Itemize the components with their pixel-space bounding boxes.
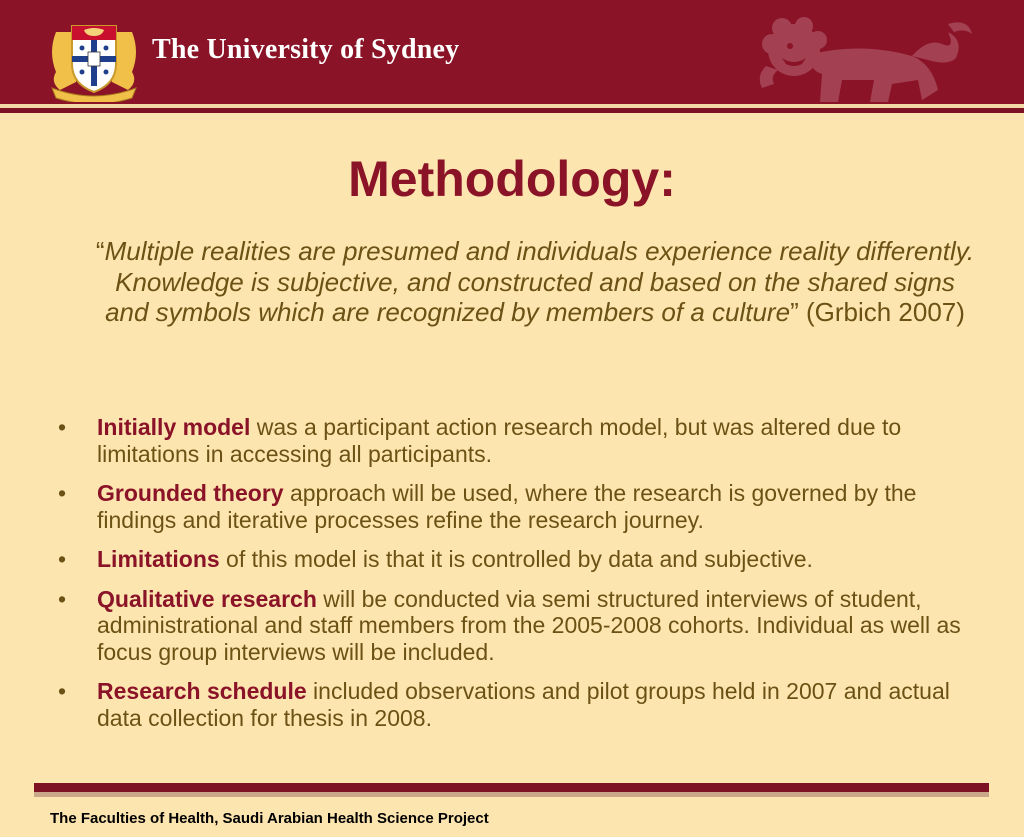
bullet-text: will be conducted via semi structured interviews of student, administrational and staff members from the 2005-2008 cohorts. Individual as well as focus group interviews will be included.	[97, 585, 961, 665]
bullet-list	[56, 414, 966, 744]
bullet-marker: •	[58, 546, 67, 572]
bullet-marker: •	[58, 480, 67, 506]
footer-divider	[34, 783, 989, 797]
quote-citation: (Grbich 2007)	[798, 297, 965, 327]
bullet-text: approach will be used, where the research is governed by the findings and iterative processes refine the research journey.	[97, 480, 917, 533]
university-name: The University of Sydney	[152, 34, 460, 65]
bullet-marker: •	[58, 414, 67, 440]
bullet-lead: Grounded theory	[97, 480, 284, 506]
bullet-lead: Limitations	[97, 546, 220, 572]
university-crest-icon	[46, 12, 142, 102]
quote-open-mark: “	[95, 236, 105, 266]
footer-text: The Faculties of Health, Saudi Arabian Health Science Project	[50, 810, 489, 827]
bullet-text: of this model is that it is controlled by data and subjective.	[219, 546, 813, 572]
bullet-item	[56, 546, 966, 573]
bullet-text: included observations and pilot groups held in 2007 and actual data collection for thesis in 2008.	[97, 678, 950, 731]
slide-title: Methodology:	[348, 151, 676, 207]
lion-emblem-icon	[742, 14, 982, 104]
bullet-lead: Qualitative research	[97, 585, 317, 612]
quote-close-mark: ”	[790, 297, 799, 327]
bullet-lead: Initially model	[97, 414, 251, 440]
bullet-marker: •	[58, 678, 67, 704]
methodology-quote	[92, 236, 978, 328]
bullet-lead: Research schedule	[97, 678, 307, 704]
bullet-item	[56, 480, 966, 533]
bullet-item	[56, 414, 966, 467]
bullet-marker: •	[58, 585, 67, 612]
quote-text: Multiple realities are presumed and individuals experience reality differently. Knowledge is subjective, and constructed and based on the shared signs and symbols which are recognized by members of a culture	[104, 236, 975, 327]
bullet-item	[56, 586, 966, 666]
bullet-item	[56, 678, 966, 731]
header-banner	[0, 0, 1024, 104]
bullet-text: was a participant action research model, but was altered due to limitations in accessing all participants.	[97, 414, 902, 467]
header-divider	[0, 104, 1024, 118]
